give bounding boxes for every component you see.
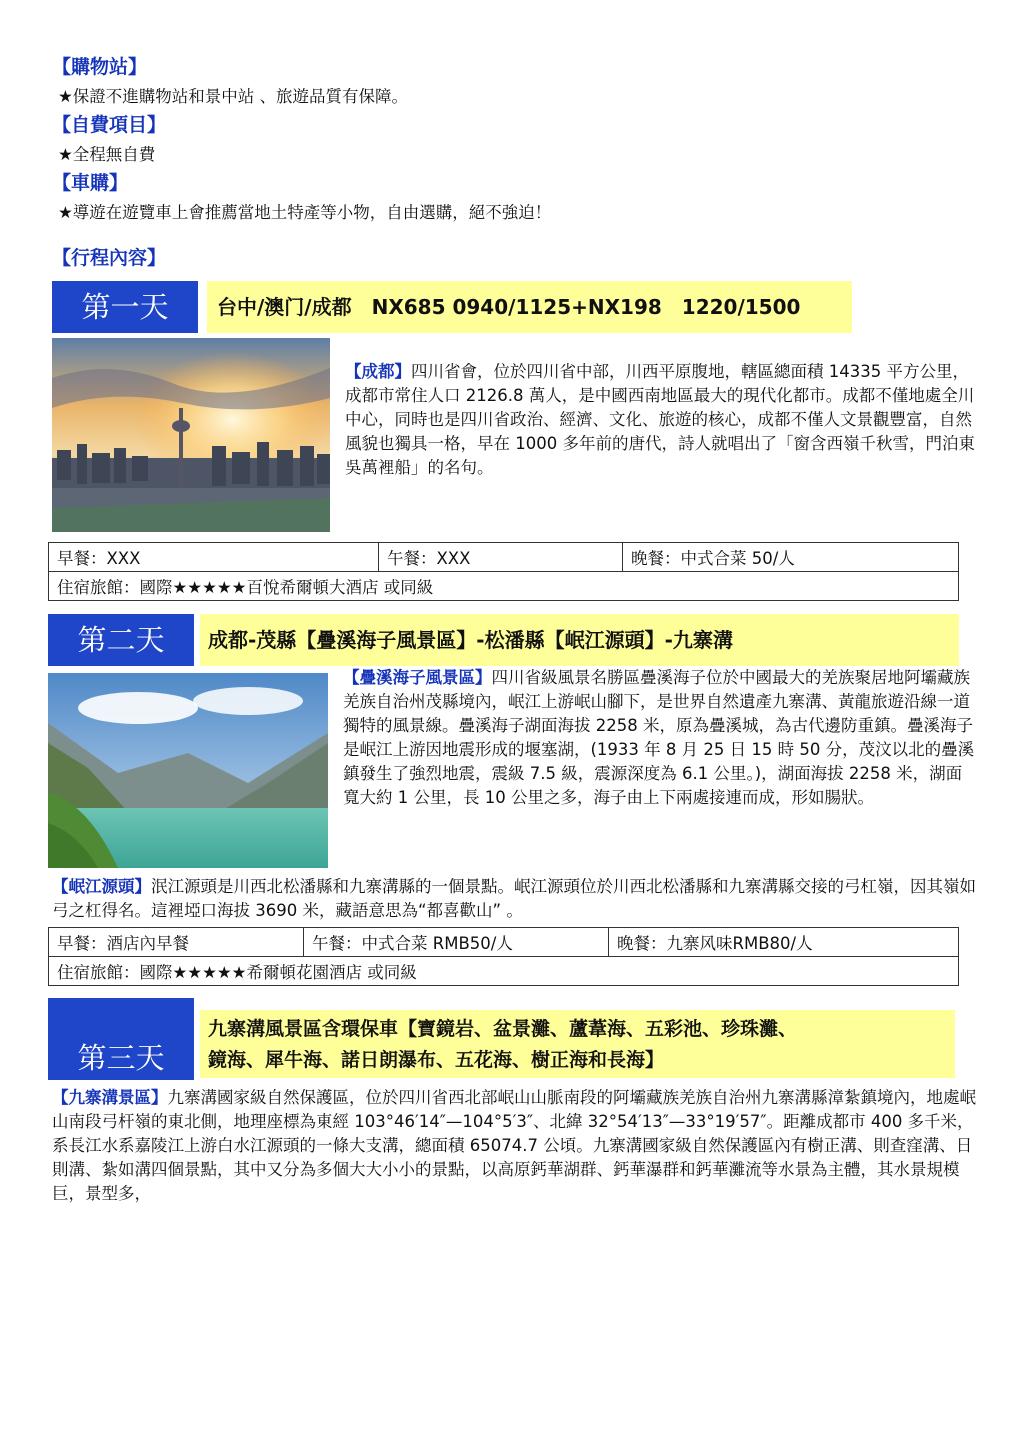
day1-label: 第一天 <box>52 281 198 333</box>
day3-header-line2: 鏡海、犀牛海、諾日朗瀑布、五花海、樹正海和長海】 <box>208 1049 665 1071</box>
diexi-lake-photo <box>48 673 328 868</box>
day2-dinner: 晚餐：九寨风味RMB80/人 <box>609 928 959 957</box>
day1-meal-table <box>48 542 959 601</box>
carshop-text: ★導遊在遊覽車上會推薦當地土特產等小物，自由選購，絕不強迫！ <box>58 203 552 222</box>
day3-header-line1: 九寨溝風景區含環保車【寶鏡岩、盆景灘、蘆葦海、五彩池、珍珠灘、 <box>208 1018 798 1040</box>
day2-description <box>343 666 978 810</box>
shopping-title: 【購物站】 <box>52 56 148 78</box>
day1-description <box>345 360 985 480</box>
jiuzhai-highlight: 【九寨溝景區】 <box>52 1088 168 1107</box>
day1-breakfast: 早餐：XXX <box>49 543 379 572</box>
day3-label: 第三天 <box>48 998 194 1080</box>
carshop-title: 【車購】 <box>52 172 129 194</box>
shopping-text: ★保證不進購物站和景中站 、旅遊品質有保障。 <box>58 87 409 106</box>
day1-dinner: 晚餐：中式合菜 50/人 <box>623 543 959 572</box>
itinerary-title: 【行程內容】 <box>52 247 167 269</box>
day1-hotel: 住宿旅館：國際★★★★★百悅希爾頓大酒店 或同級 <box>49 572 959 601</box>
chengdu-photo <box>52 338 330 532</box>
day1-lunch: 午餐：XXX <box>379 543 623 572</box>
day1-header: 台中/澳门/成都 NX685 0940/1125+NX198 1220/1500 <box>207 281 852 333</box>
minjiang-highlight: 【岷江源頭】 <box>52 877 151 896</box>
day2-meal-table <box>48 927 959 986</box>
diexi-text: 四川省級風景名勝區疊溪海子位於中國最大的羌族聚居地阿壩藏族羌族自治州茂縣境內，岷江上游岷山腳下，是世界自然遺產九寨溝、黃龍旅遊沿線一道獨特的風景線。疊溪海子湖面海拔 2258 米，原為疊溪城，為古代邊防重鎮。疊溪海子是岷江上游因地震形成的堰塞湖，(1933 年 8 月 25 日 15 時 50 分，茂汶以北的疊溪鎮發生了強烈地震，震級 7.5 級，震源深度為 6.1 公里。)，湖面海拔 2258 米，湖面寬大約 1 公里，長 10 公里之多，海子由上下兩處接連而成，形如腸狀。 <box>343 668 975 807</box>
diexi-highlight: 【疊溪海子風景區】 <box>343 668 492 687</box>
minjiang-text: 泯江源頭是川西北松潘縣和九寨溝縣的一個景點。岷江源頭位於川西北松潘縣和九寨溝縣交接的弓杠嶺，因其嶺如弓之杠得名。這裡埡口海拔 3690 米，藏語意思為“都喜歡山” 。 <box>52 877 976 920</box>
day3-description <box>52 1086 978 1206</box>
day2-lunch: 午餐：中式合菜 RMB50/人 <box>304 928 609 957</box>
day2-hotel: 住宿旅館：國際★★★★★希爾頓花園酒店 或同級 <box>49 957 959 986</box>
selfpay-text: ★全程無自費 <box>58 145 156 164</box>
day2-label: 第二天 <box>48 614 194 666</box>
chengdu-text: 四川省會，位於四川省中部，川西平原腹地，轄區總面積 14335 平方公里，成都市常住人口 2126.8 萬人，是中國西南地區最大的現代化都市。成都不僅地處全川中心，同時也是四川省政治、經濟、文化、旅遊的核心，成都不僅人文景觀豐富，自然風貌也獨具一格，早在 1000 多年前的唐代，詩人就唱出了「窗含西嶺千秋雪，門泊東吳萬裡船」的名句。 <box>345 362 975 477</box>
day2-breakfast: 早餐：酒店內早餐 <box>49 928 304 957</box>
jiuzhai-text: 九寨溝國家級自然保護區，位於四川省西北部岷山山脈南段的阿壩藏族羌族自治州九寨溝縣漳紮鎮境內，地處岷山南段弓杆嶺的東北側，地理座標為東經 103°46′14″—104°5′3″、北緯 32°54′13″—33°19′57″。距離成都市 400 多千米，系長江水系嘉陵江上游白水江源頭的一條大支溝，總面積 65074.7 公頃。九寨溝國家級自然保護區內有樹正溝、則查窪溝、日則溝、紮如溝四個景點，其中又分為多個大大小小的景點，以高原鈣華湖群、鈣華瀑群和鈣華灘流等水景為主體，其水景規模巨，景型多， <box>52 1088 976 1203</box>
day3-header <box>200 1010 955 1078</box>
day2-description-2 <box>52 875 980 923</box>
selfpay-title: 【自費項目】 <box>52 114 167 136</box>
day2-header: 成都-茂縣【疊溪海子風景區】-松潘縣【岷江源頭】-九寨溝 <box>200 614 959 666</box>
chengdu-highlight: 【成都】 <box>345 362 411 381</box>
